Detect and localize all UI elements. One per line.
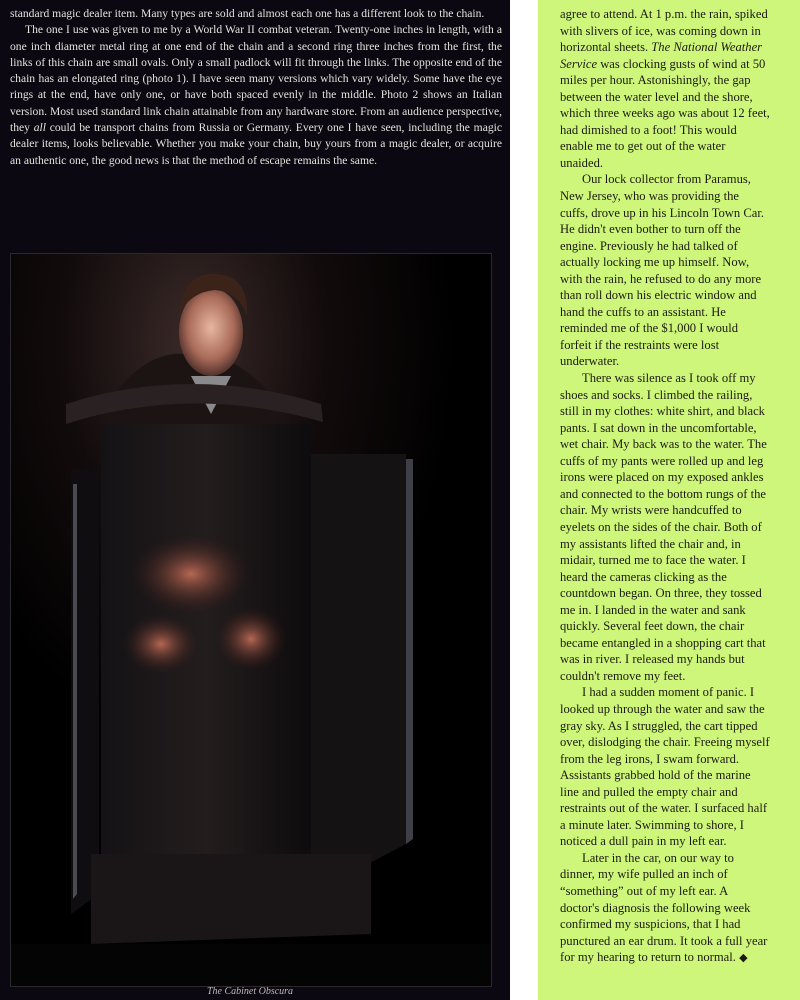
left-article-text [10,6,502,169]
end-of-article-icon: ◆ [739,952,748,965]
photo-caption: The Cabinet Obscura [206,986,294,997]
column-divider [510,0,538,1000]
left-paragraph-2: The one I use was given to me by a World War II combat veteran. Twenty-one inches in length, with a one inch diameter metal ring at one end of the chain and a second ring three inches from the first, the links of this chain are small ovals. Only a small padlock will fit through the links. The opposite end of the chain has an elongated ring (photo 1). I have seen many versions which vary widely. Some have the eye rings at the end, have only one, or have both spaced evenly in the middle. Photo 2 shows an Italian version. Most used standard link chain attainable from any hardware store. From an audience perspective, they all could be transport chains from Russia or Germany. Every one I have seen, including the magic dealer items, looks believable. Whether you make your chain, buy yours from a magic dealer, or acquire an authentic one, the good news is that the method of escape remains the same. [10,23,503,167]
right-paragraph-4: I had a sudden moment of panic. I looked up through the water and saw the gray sky. As I struggled, the cart tipped over, dislodging the chair. Freeing myself from the leg irons, I swam forward. Assistants grabbed hold of the marine line and pulled the empty chair and restraints out of the water. I surfaced half a minute later. Swimming to shore, I noticed a dull pain in my left ear. [560,685,770,849]
right-paragraph-3: There was silence as I took off my shoes and socks. I climbed the railing, still in my clothes: white shirt, and black pants. I sat down in the uncomfortable, wet chair. My back was to the water. The cuffs of my pants were rolled up and leg irons were placed on my exposed ankles and connected to the bottom rungs of the chair. My wrists were handcuffed to eyelets on the sides of the chair. Both of my assistants lifted the chair and, in midair, turned me to face the water. I heard the cameras clicking as the countdown began. On three, they tossed me in. I landed in the water and sank quickly. Several feet down, the chair became entangled in a shopping cart that was in river. I released my hands but couldn't remove my feet. [560,371,767,683]
right-paragraph-1: agree to attend. At 1 p.m. the rain, spiked with slivers of ice, was coming down in horizontal sheets. The National Weather Service was clocking gusts of wind at 50 miles per hour. Astonishingly, the gap between the water level and the shore, which three weeks ago was about 12 feet, had dimished to a foot! This would enable me to get out of the water unaided. [560,7,770,170]
cabinet-photo-illustration [11,254,491,986]
left-paragraph-1: standard magic dealer item. Many types are sold and almost each one has a different look to the chain. [10,7,485,20]
right-paragraph-2: Our lock collector from Paramus, New Jersey, who was providing the cuffs, drove up in his Lincoln Town Car. He didn't even bother to turn off the engine. Previously he had talked of actually locking me up himself. Now, with the rain, he refused to do any more than roll down his electric window and hand the cuffs to an assistant. He reminded me of the $1,000 I would forfeit if the restraints were lost underwater. [560,172,764,369]
right-article-text [560,6,770,967]
cabinet-photo [10,253,492,987]
right-paragraph-5: Later in the car, on our way to dinner, my wife pulled an inch of “something” out of my left ear. A doctor's diagnosis the following week confirmed my suspicions, that I had punctured an ear drum. It took a full year for my hearing to return to normal. ◆ [560,850,768,965]
